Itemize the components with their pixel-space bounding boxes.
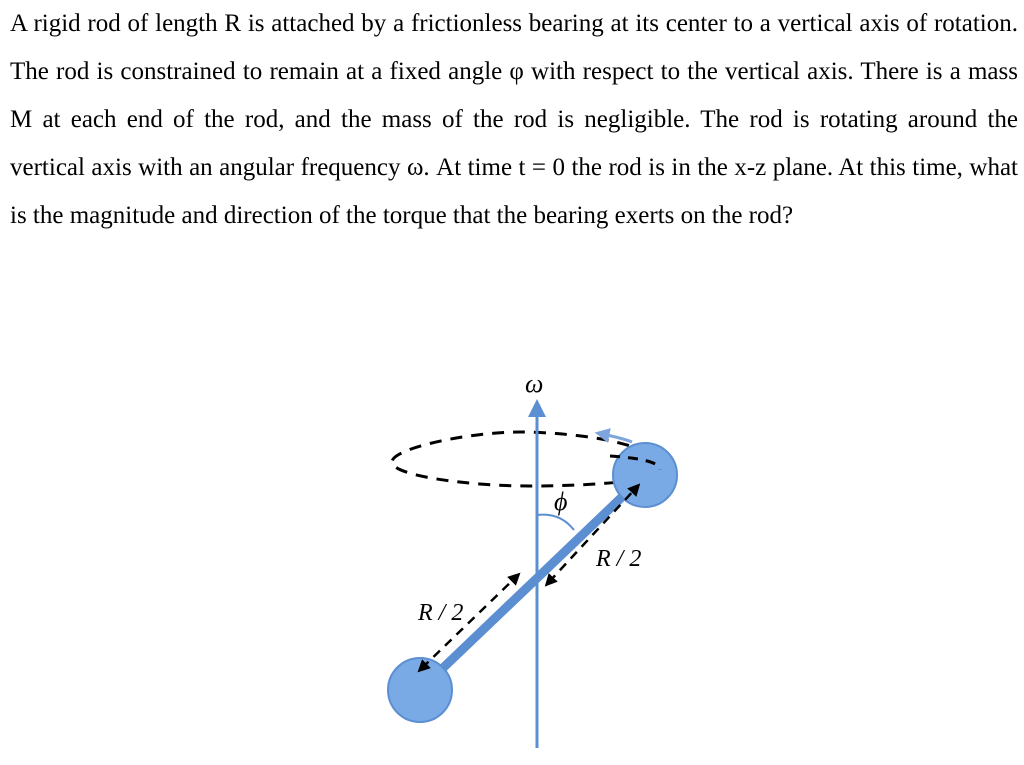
upper-mass — [613, 443, 677, 507]
rod — [422, 475, 645, 688]
lower-mass — [388, 658, 452, 722]
phi-label: ϕ — [554, 487, 568, 516]
omega-label: ω — [525, 369, 544, 398]
upper-half-label: R / 2 — [596, 546, 642, 572]
problem-statement: A rigid rod of length R is attached by a frictionless bearing at its center to a vertical axis of rotation. The rod is constrained to remain at a fixed angle φ with respect to the vertical axis. There is a mass M at each end of the rod, and the mass of the rod is negligible. The rod is rotating around the vertical axis with an angular frequency ω. At time t = 0 the rod is in the x-z plane. At this time, what is the magnitude and direction of the torque that the bearing exerts on the rod? — [10, 10, 1018, 229]
lower-half-label: R / 2 — [418, 600, 464, 626]
phi-angle-arc — [537, 515, 574, 530]
